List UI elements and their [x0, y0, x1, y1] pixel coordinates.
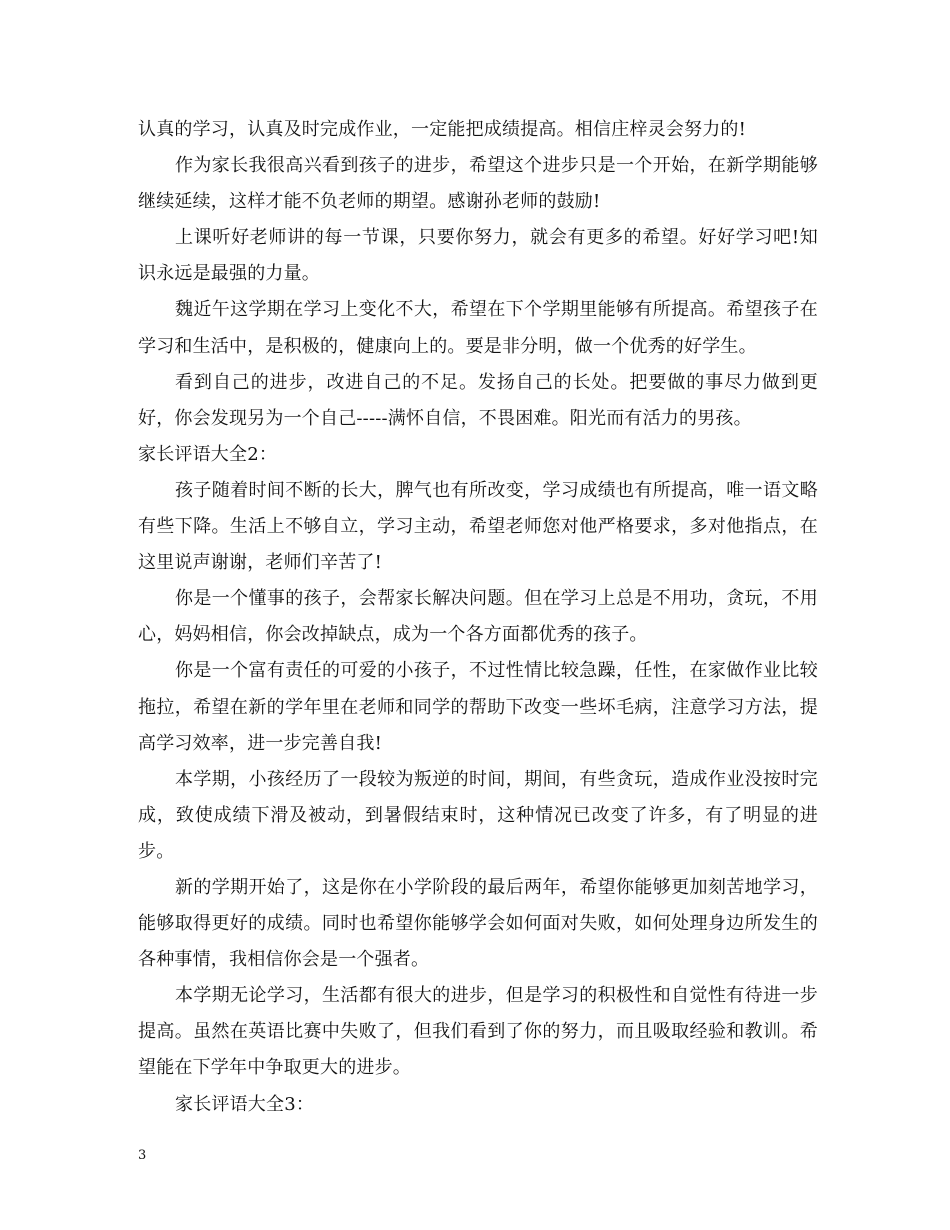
paragraph-5: 看到自己的进步，改进自己的不足。发扬自己的长处。把要做的事尽力做到更好，你会发现另为一个自己-----满怀自信，不畏困难。阳光而有活力的男孩。 [138, 371, 818, 429]
document-body [138, 112, 818, 1123]
paragraph-9: 本学期，小孩经历了一段较为叛逆的时间，期间，有些贪玩，造成作业没按时完成，致使成绩下滑及被动，到暑假结束时，这种情况已改变了许多，有了明显的进步。 [138, 768, 818, 862]
paragraph-10: 新的学期开始了，这是你在小学阶段的最后两年，希望你能够更加刻苦地学习，能够取得更好的成绩。同时也希望你能够学会如何面对失败，如何处理身边所发生的各种事情，我相信你会是一个强者。 [138, 876, 818, 971]
paragraph-4: 魏近午这学期在学习上变化不大，希望在下个学期里能够有所提高。希望孩子在学习和生活中，是积极的，健康向上的。要是非分明，做一个优秀的好学生。 [138, 299, 818, 357]
paragraph-2: 作为家长我很高兴看到孩子的进步，希望这个进步只是一个开始，在新学期能够继续延续，这样才能不负老师的期望。感谢孙老师的鼓励! [138, 155, 818, 213]
page-number: 3 [138, 1148, 147, 1163]
paragraph-3: 上课听好老师讲的每一节课，只要你努力，就会有更多的希望。好好学习吧!知识永远是最强的力量。 [138, 227, 818, 285]
paragraph-11: 本学期无论学习，生活都有很大的进步，但是学习的积极性和自觉性有待进一步提高。虽然在英语比赛中失败了，但我们看到了你的努力，而且吸取经验和教训。希望能在下学年中争取更大的进步。 [138, 985, 818, 1079]
paragraph-6: 孩子随着时间不断的长大，脾气也有所改变，学习成绩也有所提高，唯一语文略有些下降。生活上不够自立，学习主动，希望老师您对他严格要求，多对他指点，在这里说声谢谢，老师们辛苦了! [138, 479, 818, 574]
paragraph-8: 你是一个富有责任的可爱的小孩子，不过性情比较急躁，任性，在家做作业比较拖拉，希望在新的学年里在老师和同学的帮助下改变一些坏毛病，注意学习方法，提高学习效率，进一步完善自我! [138, 660, 818, 754]
section-heading-3: 家长评语大全3： [175, 1093, 315, 1115]
paragraph-1: 认真的学习，认真及时完成作业，一定能把成绩提高。相信庄梓灵会努力的! [138, 119, 747, 140]
section-heading-2: 家长评语大全2： [138, 443, 278, 465]
paragraph-7: 你是一个懂事的孩子，会帮家长解决问题。但在学习上总是不用功，贪玩，不用心，妈妈相信，你会改掉缺点，成为一个各方面都优秀的孩子。 [138, 588, 818, 646]
